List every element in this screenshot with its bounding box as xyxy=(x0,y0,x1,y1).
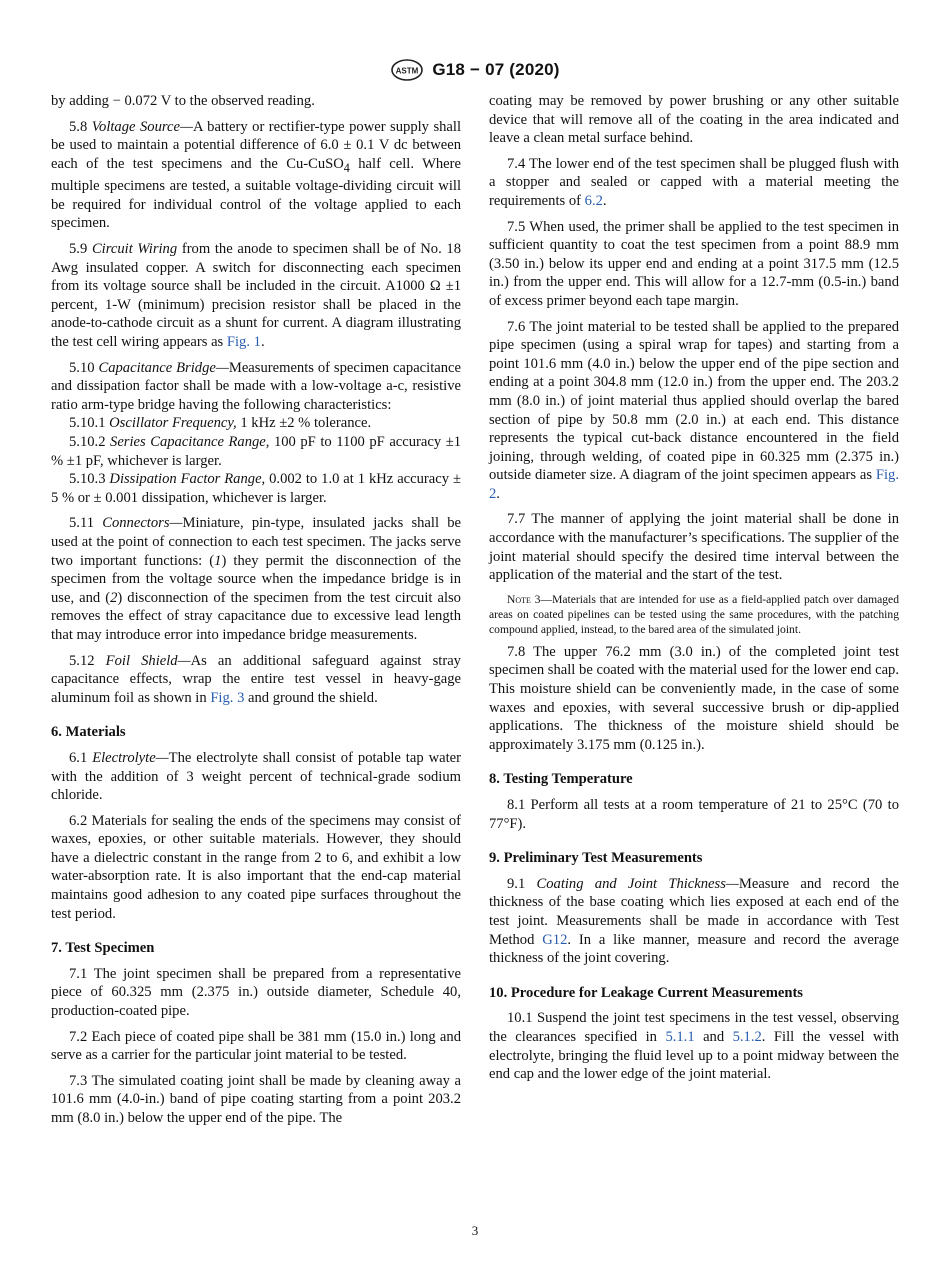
svg-text:ASTM: ASTM xyxy=(396,66,419,76)
fig-1-link[interactable]: Fig. 1 xyxy=(226,334,261,351)
right-column xyxy=(489,92,899,1091)
fig-2-link[interactable]: Fig. 2 xyxy=(489,467,899,502)
section-8-1: 8.1 Perform all tests at a room temperature of 21 to 25°C (70 to 77°F). xyxy=(489,797,899,832)
section-7-5: 7.5 When used, the primer shall be applied to the test specimen in sufficient quantity to coat the test specimen from a point 88.9 mm (3.50 in.) below its upper end and ending at a point 317.5 mm (12.5 in.) from the upper end. This will allow for a 12.7-mm (0.5-in.) band of excess primer beyond each tape margin. xyxy=(489,218,899,309)
paragraph-continuation: by adding − 0.072 V to the observed reading. xyxy=(51,93,315,109)
section-5-10: 5.10 Capacitance Bridge—Measurements of specimen capacitance and dissipation factor shall be made with a low-voltage a-c, resistive ratio arm-type bridge having the following characteristics: xyxy=(51,359,461,413)
section-heading-materials: 6. Materials xyxy=(51,724,126,741)
paragraph-continuation: coating may be removed by power brushing or any other suitable device that will remove all of the coating in the area indicated and leave a clean metal surface behind. xyxy=(489,93,899,147)
section-7-8: 7.8 The upper 76.2 mm (3.0 in.) of the completed joint test specimen shall be coated with the material used for the lower end cap. This moisture shield can be conveniently made, in the case of some waxes and epoxies, with several successive brush or dip-applied applications. The thickness of the moisture shield should be approximately 3.175 mm (0.125 in.). xyxy=(489,643,899,753)
section-5-10-1: 5.10.1 Oscillator Frequency, 1 kHz ±2 % tolerance. xyxy=(69,415,372,432)
note-3: Note 3—Materials that are intended for use as a field-applied patch over damaged areas on coated pipelines can be tested using the same procedures, with the patching compound applied, instead, to the bared area of the simulated joint. xyxy=(489,592,900,636)
fig-3-link[interactable]: Fig. 3 xyxy=(210,689,245,706)
section-6-1: 6.1 Electrolyte—The electrolyte shall consist of potable tap water with the addition of 3 weight percent of technical-grade sodium chloride. xyxy=(51,749,461,804)
section-7-4: 7.4 The lower end of the test specimen shall be plugged flush with a stopper and sealed or capped with a material meeting the requirements of 6.2. xyxy=(489,155,899,209)
section-heading-test-specimen: 7. Test Specimen xyxy=(51,940,155,957)
section-7-7: 7.7 The manner of applying the joint material shall be done in accordance with the manufacturer’s specifications. The supplier of the joint material should specify the desired time interval between the application of the material and the start of the test. xyxy=(489,511,899,584)
section-7-2: 7.2 Each piece of coated pipe shall be 381 mm (15.0 in.) long and serve as a carrier for the particular joint material to be tested. xyxy=(51,1028,461,1064)
section-7-3: 7.3 The simulated coating joint shall be made by cleaning away a 101.6 mm (4.0-in.) band of pipe coating starting from a point 203.2 mm (8.0 in.) below the upper end of the pipe. The xyxy=(51,1072,461,1126)
page-number: 3 xyxy=(471,1223,479,1238)
section-7-6: 7.6 The joint material to be tested shall be applied to the prepared pipe specimen (using a spiral wrap for tapes) and starting from a point 101.6 mm (4.0 in.) below the upper end of the pipe section and ending at a point 304.8 mm (12.0 in.) from the upper end. The 203.2 mm (8.0 in.) of joint material thus applied should overlap the bared section of pipe by 50.8 mm (2.0 in.) at each end. This distance represents the typical cut-back distance encountered in the field joining, through welding, of coated pipe in 60.325 mm (2.375 in.) outside diameter size. A diagram of the joint specimen appears as Fig. 2. xyxy=(489,318,899,502)
section-5-11: 5.11 Connectors—Miniature, pin-type, insulated jacks shall be used at the point of connection to each test specimen. The jacks serve two important functions: (1) they permit the disconnection of the specimen from the voltage source when the impedance bridge is in use, and (2) disconnection of the specimen from the test circuit also removes the effect of stray capacitance due to excessive lead length that may introduce error into impedance bridge measurements. xyxy=(51,515,462,643)
section-heading-leakage-current: 10. Procedure for Leakage Current Measurements xyxy=(489,984,803,1001)
section-heading-preliminary-measurements: 9. Preliminary Test Measurements xyxy=(489,850,703,867)
page-header xyxy=(0,58,950,82)
section-5-8: 5.8 Voltage Source—A battery or rectifier-type power supply shall be used to maintain a potential difference of 6.0 ± 0.1 V dc between each of the test specimens and the Cu-CuSO$_4$ half cell. Where multiple specimens are tested, a suitable voltage-dividing circuit will be required for individual control of the voltage applied to each specimen. xyxy=(51,118,462,232)
left-column xyxy=(51,92,461,1135)
standard-designation: G18 − 07 (2020) xyxy=(432,60,560,79)
section-6-2-link[interactable]: 6.2 xyxy=(584,192,603,209)
section-9-1: 9.1 Coating and Joint Thickness—Measure and record the thickness of the base coating which lies exposed at each end of the test joint. Measurements shall be made in accordance with Test Method G12. In a like manner, measure and record the average thickness of the joint covering. xyxy=(489,875,899,967)
section-heading-testing-temperature: 8. Testing Temperature xyxy=(489,771,633,788)
section-5-1-1-link[interactable]: 5.1.1 xyxy=(665,1028,695,1045)
section-5-12: 5.12 Foil Shield—As an additional safeguard against stray capacitance effects, wrap the entire test vessel in heavy-gage aluminum foil as shown in Fig. 3 and ground the shield. xyxy=(51,652,461,706)
section-6-2: 6.2 Materials for sealing the ends of the specimens may consist of waxes, epoxies, or other suitable materials. However, they should have a dielectric constant in the range from 2 to 6, and exhibit a low water-absorption rate. It is also important that the end-cap material maintains good adhesion to any coated pipe surfaces throughout the test period. xyxy=(51,812,461,922)
section-5-1-2-link[interactable]: 5.1.2 xyxy=(732,1028,762,1045)
section-5-10-2: 5.10.2 Series Capacitance Range, 100 pF to 1100 pF accuracy ±1 % ±1 pF, whichever is larger. xyxy=(51,434,461,469)
section-5-10-3: 5.10.3 Dissipation Factor Range, 0.002 to 1.0 at 1 kHz accuracy ± 5 % or ± 0.001 dissipation, whichever is larger. xyxy=(51,471,461,506)
section-10-1: 10.1 Suspend the joint test specimens in the test vessel, observing the clearances specified in 5.1.1 and 5.1.2. Fill the vessel with electrolyte, bringing the fluid level up to a point midway between the end cap and the lower edge of the joint material. xyxy=(489,1010,899,1083)
astm-logo-icon xyxy=(390,59,424,81)
section-7-1: 7.1 The joint specimen shall be prepared from a representative piece of 60.325 mm (2.375 in.) outside diameter, Schedule 40, production-coated pipe. xyxy=(51,965,461,1020)
g12-link[interactable]: G12 xyxy=(542,931,568,948)
section-5-9: 5.9 Circuit Wiring from the anode to specimen shall be of No. 18 Awg insulated copper. A switch for disconnecting each specimen from its voltage source shall be included in the circuit. A1000 Ω ±1 percent, 1-W (minimum) precision resistor shall be placed in the anode-to-cathode circuit as a shunt for current. A diagram illustrating the test cell wiring appears as Fig. 1. xyxy=(51,241,461,351)
